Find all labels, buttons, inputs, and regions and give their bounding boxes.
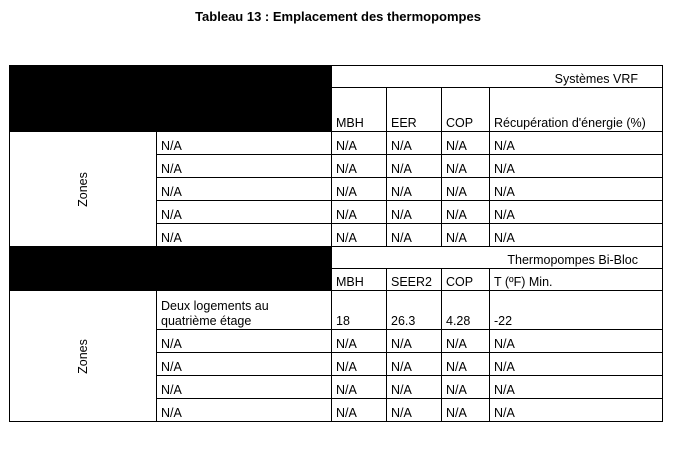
table-cell: N/A [442,376,490,399]
column-header: COP [442,269,490,291]
table-cell: N/A [442,330,490,353]
table-cell: N/A [387,376,442,399]
row-label: N/A [157,376,332,399]
vrf-section-title: Systèmes VRF [332,66,663,88]
column-header: EER [387,88,442,132]
row-label: N/A [157,353,332,376]
table-cell: N/A [442,399,490,422]
table-cell: N/A [442,353,490,376]
row-label: N/A [157,224,332,247]
table-cell: N/A [490,330,663,353]
black-header-block [10,247,332,291]
table-cell: N/A [387,201,442,224]
zones-label-cell [10,132,157,247]
table-cell: N/A [490,155,663,178]
table-cell: N/A [332,224,387,247]
table-cell: N/A [332,201,387,224]
table-cell: N/A [332,330,387,353]
table-cell: N/A [490,178,663,201]
table-cell: N/A [387,330,442,353]
table-cell: N/A [442,201,490,224]
table-cell: N/A [442,155,490,178]
zones-label: Zones [75,171,90,207]
table-cell: N/A [332,353,387,376]
row-label: N/A [157,155,332,178]
vrf-header-row [10,66,663,88]
row-label: Deux logements au quatrième étage [157,291,332,330]
table-cell: N/A [442,224,490,247]
row-label: N/A [157,132,332,155]
table-cell: N/A [490,132,663,155]
table-cell: N/A [387,399,442,422]
table-cell: N/A [332,132,387,155]
black-header-block [10,66,332,132]
table-row [10,132,663,155]
bibloc-section-title: Thermopompes Bi-Bloc [332,247,663,269]
table-cell: N/A [387,132,442,155]
column-header: T (ºF) Min. [490,269,663,291]
table-cell: 4.28 [442,291,490,330]
column-header: Récupération d'énergie (%) [490,88,663,132]
bibloc-header-row [10,247,663,269]
table-row [10,291,663,330]
heat-pump-table [9,65,663,422]
table-cell: N/A [490,376,663,399]
zones-label-cell [10,291,157,422]
column-header: MBH [332,269,387,291]
zones-label: Zones [75,338,90,374]
column-header: MBH [332,88,387,132]
table-cell: N/A [332,155,387,178]
table-cell: N/A [387,178,442,201]
table-cell: N/A [490,353,663,376]
table-cell: N/A [387,224,442,247]
table-cell: N/A [387,353,442,376]
row-label: N/A [157,330,332,353]
table-cell: N/A [490,224,663,247]
table-cell: N/A [332,399,387,422]
table-caption: Tableau 13 : Emplacement des thermopompes [195,9,481,24]
table-cell: 26.3 [387,291,442,330]
table-cell: N/A [490,399,663,422]
row-label: N/A [157,178,332,201]
table-cell: N/A [490,201,663,224]
table-cell: N/A [387,155,442,178]
table-cell: -22 [490,291,663,330]
table-cell: N/A [332,178,387,201]
row-label: N/A [157,399,332,422]
column-header: COP [442,88,490,132]
row-label: N/A [157,201,332,224]
column-header: SEER2 [387,269,442,291]
table-cell: N/A [442,178,490,201]
table-cell: N/A [332,376,387,399]
table-cell: N/A [442,132,490,155]
table-cell: 18 [332,291,387,330]
